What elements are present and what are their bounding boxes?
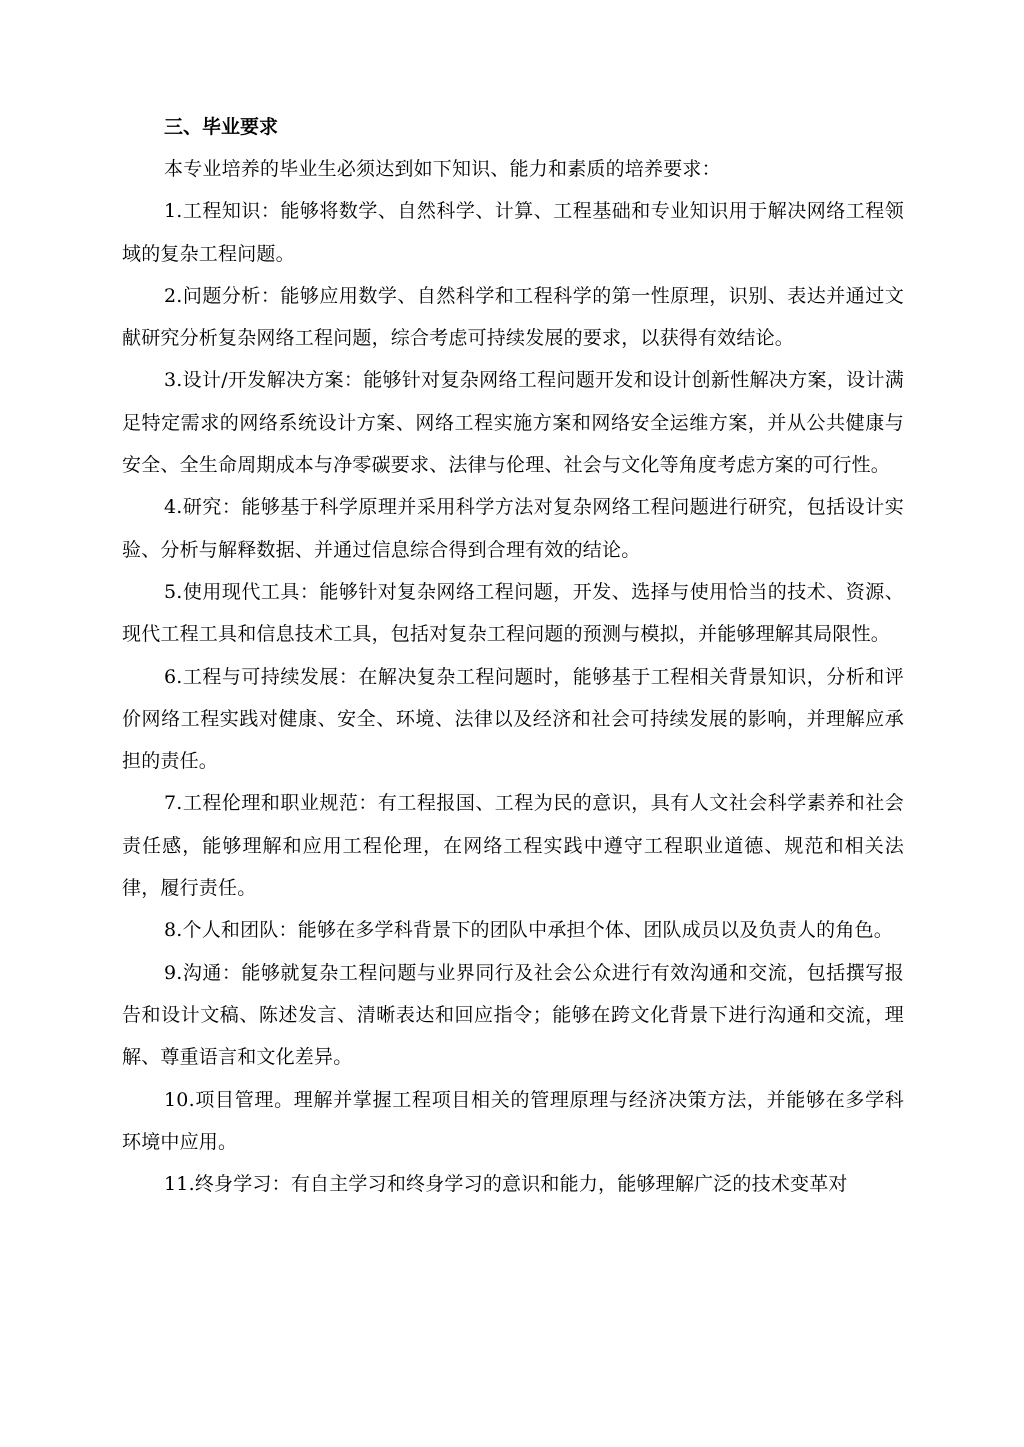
requirement-communication: 9.沟通：能够就复杂工程问题与业界同行及社会公众进行有效沟通和交流，包括撰写报告和设计文稿、陈述发言、清晰表达和回应指令；能够在跨文化背景下进行沟通和交流，理解、尊重语言和文化差异。 (122, 961, 904, 1069)
document-body (122, 106, 904, 1205)
requirement-teamwork: 8.个人和团队：能够在多学科背景下的团队中承担个体、团队成员以及负责人的角色。 (164, 919, 893, 942)
requirement-lifelong-learning: 11.终身学习：有自主学习和终身学习的意识和能力，能够理解广泛的技术变革对 (164, 1173, 848, 1196)
requirement-project-management: 10.项目管理。理解并掌握工程项目相关的管理原理与经济决策方法，并能够在多学科环境中应用。 (122, 1088, 904, 1153)
requirement-design-solutions: 3.设计/开发解决方案：能够针对复杂网络工程问题开发和设计创新性解决方案，设计满足特定需求的网络系统设计方案、网络工程实施方案和网络安全运维方案，并从公共健康与安全、全生命周期成本与净零碳要求、法律与伦理、社会与文化等角度考虑方案的可行性。 (122, 369, 904, 477)
section-heading: 三、毕业要求 (164, 116, 279, 138)
intro-paragraph: 本专业培养的毕业生必须达到如下知识、能力和素质的培养要求： (164, 158, 721, 180)
requirement-problem-analysis: 2.问题分析：能够应用数学、自然科学和工程科学的第一性原理，识别、表达并通过文献研究分析复杂网络工程问题，综合考虑可持续发展的要求，以获得有效结论。 (122, 284, 904, 350)
requirement-engineering-knowledge: 1.工程知识：能够将数学、自然科学、计算、工程基础和专业知识用于解决网络工程领域的复杂工程问题。 (122, 200, 904, 265)
requirement-sustainability: 6.工程与可持续发展：在解决复杂工程问题时，能够基于工程相关背景知识，分析和评价网络工程实践对健康、安全、环境、法律以及经济和社会可持续发展的影响，并理解应承担的责任。 (122, 665, 904, 773)
requirement-research: 4.研究：能够基于科学原理并采用科学方法对复杂网络工程问题进行研究，包括设计实验、分析与解释数据、并通过信息综合得到合理有效的结论。 (122, 496, 904, 561)
requirement-modern-tools: 5.使用现代工具：能够针对复杂网络工程问题，开发、选择与使用恰当的技术、资源、现代工程工具和信息技术工具，包括对复杂工程问题的预测与模拟，并能够理解其局限性。 (122, 580, 904, 646)
requirement-ethics: 7.工程伦理和职业规范：有工程报国、工程为民的意识，具有人文社会科学素养和社会责任感，能够理解和应用工程伦理，在网络工程实践中遵守工程职业道德、规范和相关法律，履行责任。 (122, 792, 904, 900)
